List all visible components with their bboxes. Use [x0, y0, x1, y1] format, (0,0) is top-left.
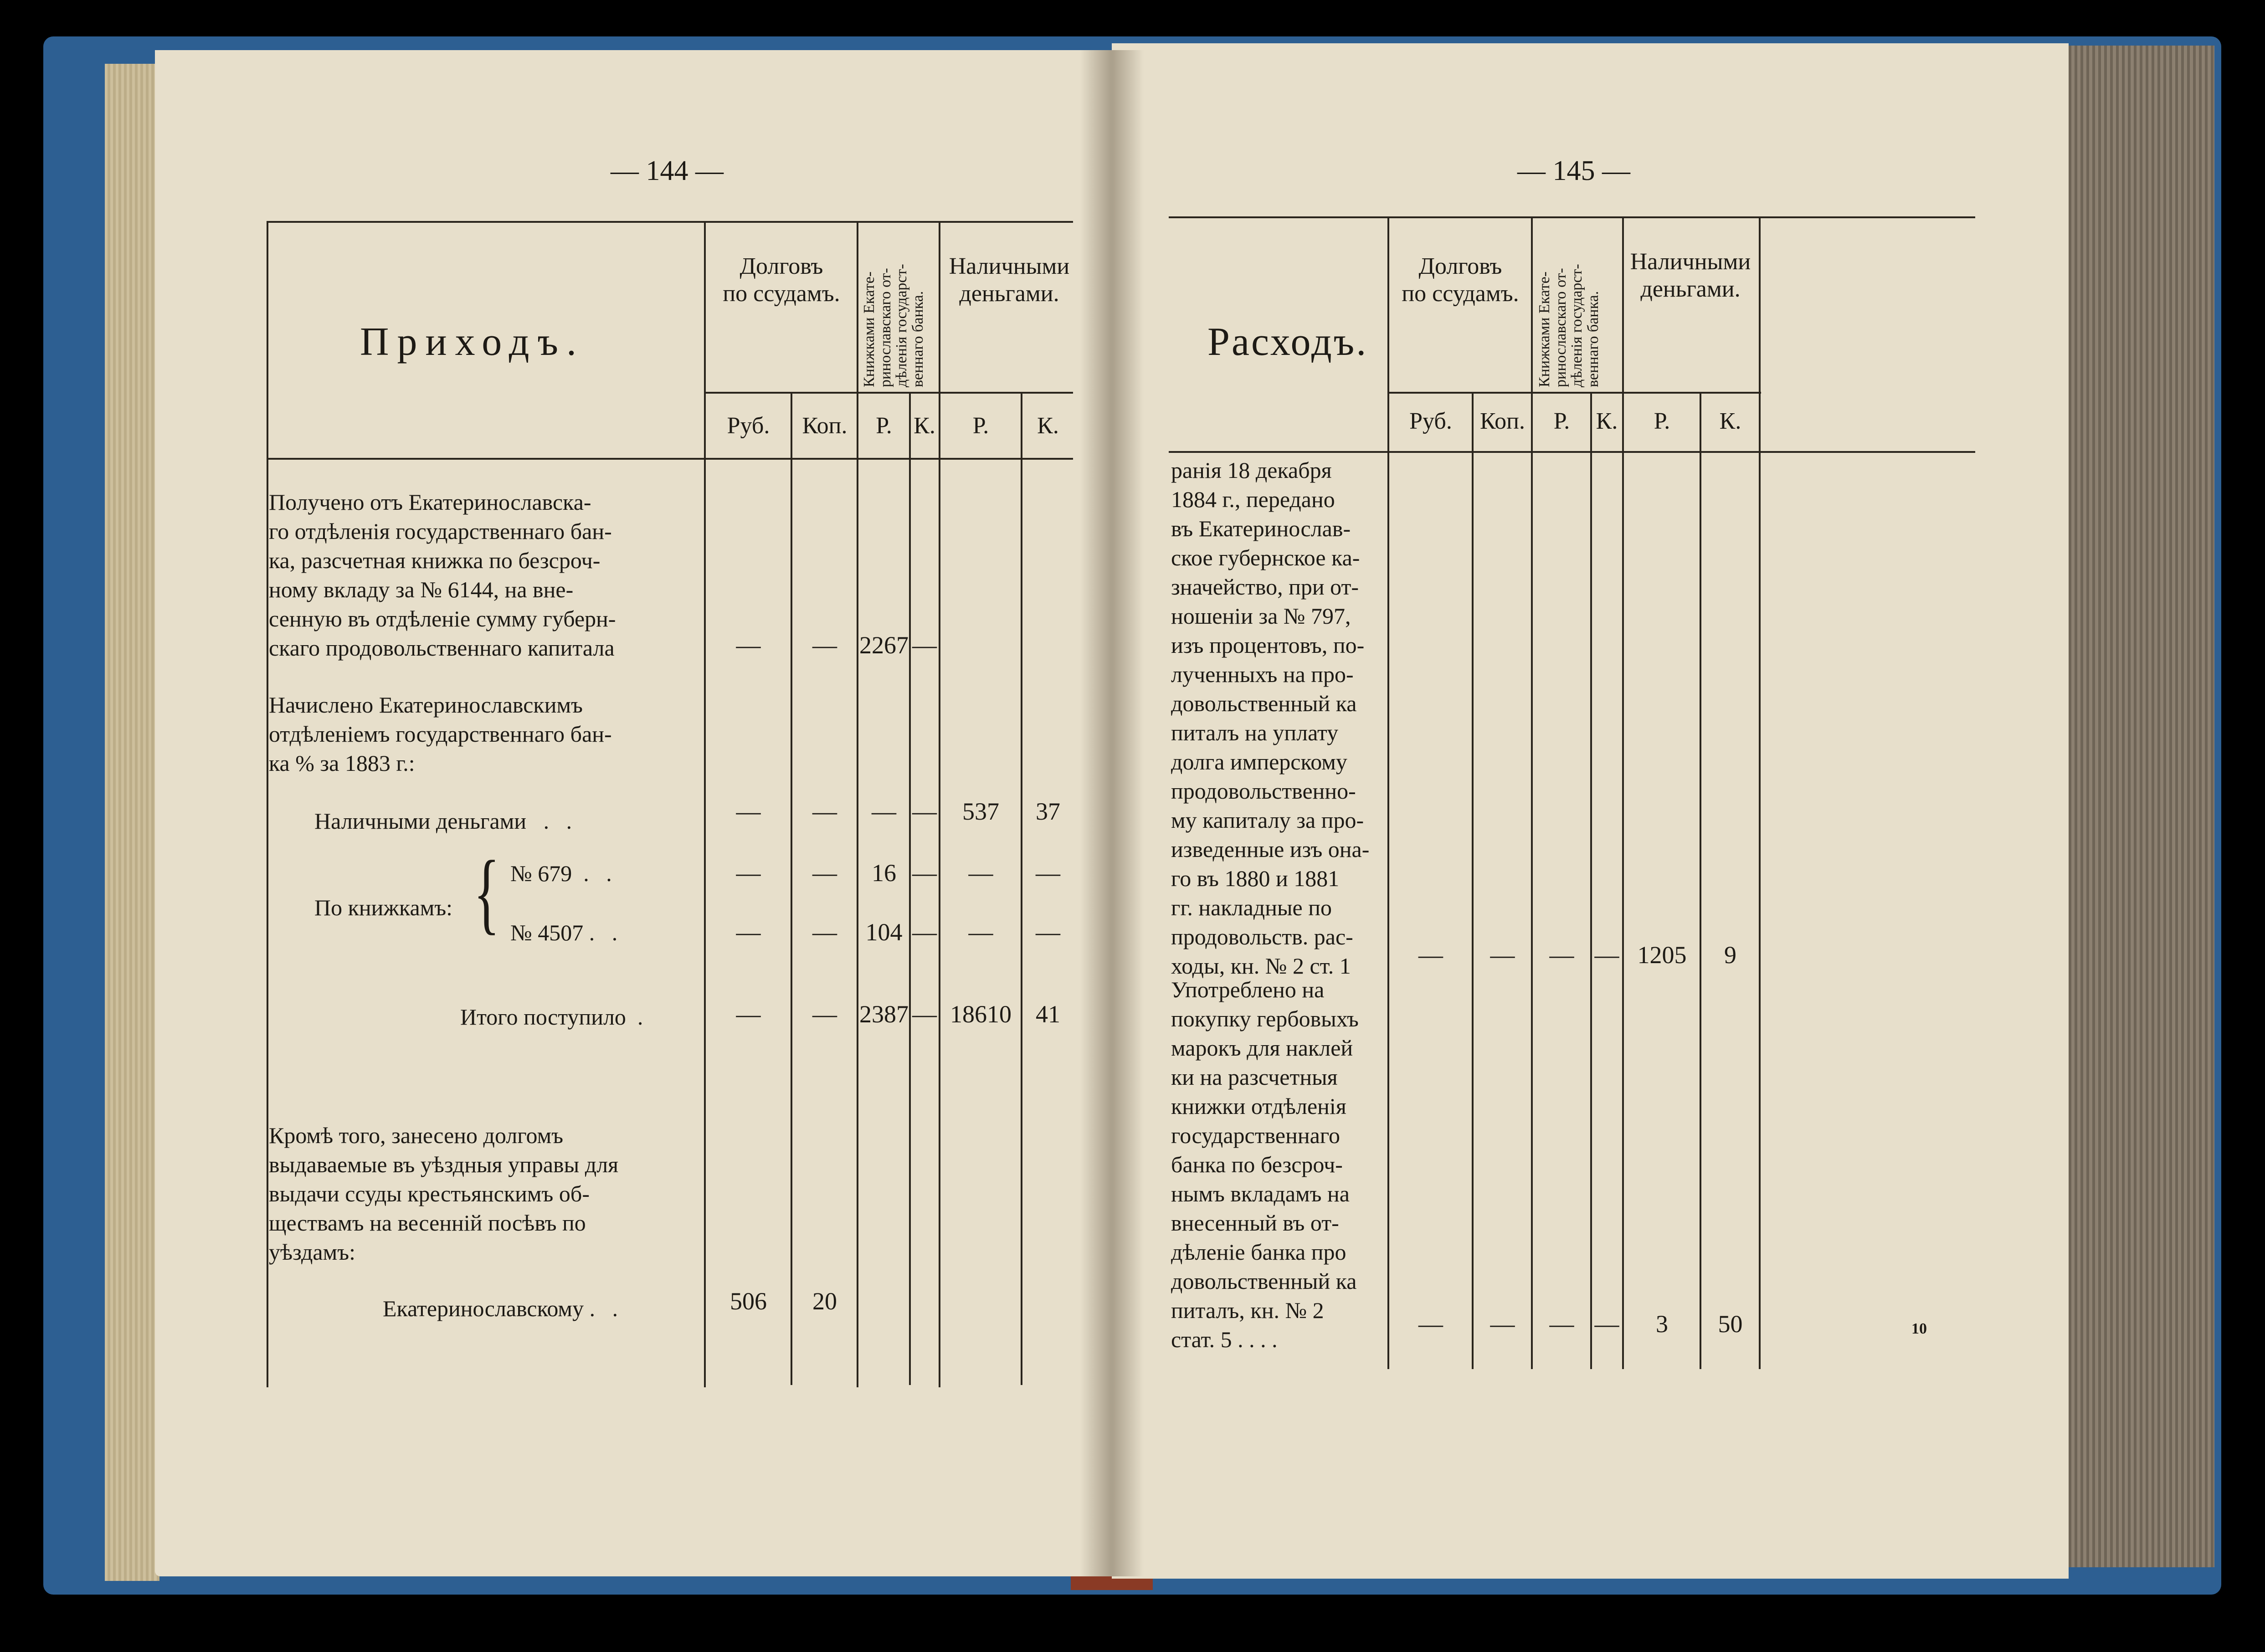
header-cash: Наличными деньгами. [1630, 249, 1751, 302]
exp1-r2: 1205 [1637, 941, 1687, 969]
cash-k1: — [912, 798, 937, 825]
expense-entry-2: Употреблено на покупку гербовыхъ марокъ для наклей ки на разсчетныя книжки отдѣленія государственнаго банка по безсроч- нымъ вкладамъ на внесенный въ от- дѣленіе банка про довольственный ка питалъ, кн. № 2 стат. 5 . . . . [1171, 977, 1359, 1352]
entry1-kop: — [812, 631, 837, 659]
total-r2: 18610 [950, 1000, 1012, 1028]
right-page-number: — 145 — [1517, 155, 1630, 186]
entry1-k1: — [912, 631, 937, 659]
total-label: Итого поступило . [460, 1004, 643, 1030]
total-r1: 2387 [859, 1000, 909, 1028]
exp1-r1: — [1549, 941, 1574, 969]
brace-symbol: { [473, 842, 500, 943]
page-edges-right [2060, 46, 2214, 1567]
header-k2: К. [1037, 413, 1059, 439]
expense-entry-1: ранія 18 декабря 1884 г., передано въ Екатеринослав- ское губернское ка- значейство, при от- ношеніи за № 797, изъ процентовъ, по- лученныхъ на про- довольственный ка питалъ на уплату долга имперскому продовольственно- му капиталу за про- изведенные изъ она- го въ 1880 и 1881 гг. накладные по продовольств. рас- ходы, кн. № 2 ст. 1 [1171, 457, 1370, 979]
entry1-rub: — [736, 631, 761, 659]
books-label: По книжкамъ: [314, 895, 453, 920]
cash-r1: — [872, 798, 896, 825]
book-679-label: № 679 . . [510, 861, 612, 886]
book1-rub: — [736, 859, 761, 887]
page-gutter [1080, 50, 1144, 1576]
exp1-rub: — [1418, 941, 1443, 969]
exp2-k1: — [1594, 1310, 1619, 1338]
book-4507-label: № 4507 . . [510, 920, 618, 945]
total-kop: — [812, 1000, 837, 1028]
exp1-kop: — [1490, 941, 1515, 969]
total-k2: 41 [1036, 1000, 1060, 1028]
left-page-number: — 144 — [611, 155, 724, 186]
book2-kop: — [812, 918, 837, 946]
book1-r2: — [968, 859, 993, 887]
exp2-r2: 3 [1656, 1310, 1668, 1338]
book2-r2: — [968, 918, 993, 946]
header-loans: Долговъ по ссудамъ. [1402, 253, 1519, 307]
book1-kop: — [812, 859, 837, 887]
header-kop: Коп. [1480, 408, 1525, 434]
header-loans: Долговъ по ссудамъ. [723, 253, 840, 307]
income-entry-3: Кромѣ того, занесено долгомъ выдаваемые въ уѣздныя управы для выдачи ссуды крестьянскимъ об- ществамъ на весенній посѣвъ по уѣздамъ: [269, 1123, 619, 1265]
book2-rub: — [736, 918, 761, 946]
book1-r1: 16 [872, 859, 896, 887]
exp2-r1: — [1549, 1310, 1574, 1338]
header-r1: Р. [876, 413, 892, 439]
header-r1: Р. [1553, 408, 1570, 434]
income-entry-2: Начислено Екатеринославскимъ отдѣленіемъ государственнаго бан- ка % за 1883 г.: [269, 692, 612, 776]
ekat-kop: 20 [812, 1288, 837, 1315]
header-rub: Руб. [1409, 408, 1452, 434]
cash-k2: 37 [1036, 798, 1060, 825]
exp2-kop: — [1490, 1310, 1515, 1338]
entry1-r1: 2267 [859, 631, 909, 659]
total-k1: — [912, 1000, 937, 1028]
ekaterinoslav-label: Екатеринославскому . . [383, 1296, 618, 1321]
book2-r1: 104 [865, 918, 903, 946]
book2-k1: — [912, 918, 937, 946]
book2-k2: — [1036, 918, 1060, 946]
income-entry-1: Получено отъ Екатеринославска- го отдѣленія государственнаго бан- ка, разсчетная книжка по безсроч- ному вкладу за № 6144, на вне- сенную въ отдѣленіе сумму губерн- скаго продовольственнаго капитала [269, 489, 616, 661]
cash-rub: — [736, 798, 761, 825]
cash-r2: 537 [962, 798, 999, 825]
exp1-k1: — [1594, 941, 1619, 969]
header-k1: К. [914, 413, 935, 439]
header-r2: Р. [972, 413, 989, 439]
header-cash: Наличными деньгами. [949, 253, 1070, 307]
expense-title: Расходъ. [1207, 320, 1368, 364]
header-books: Книжками Екате- ринославскаго от- дѣленія государст- веннаго банка. [861, 264, 927, 387]
signature-mark: 10 [1911, 1320, 1927, 1337]
exp2-rub: — [1418, 1310, 1443, 1338]
page-edges-left [105, 64, 159, 1581]
book1-k2: — [1036, 859, 1060, 887]
header-r2: Р. [1654, 408, 1670, 434]
exp1-k2: 9 [1724, 941, 1736, 969]
cash-label: Наличными деньгами . . [314, 808, 572, 834]
header-k1: К. [1596, 408, 1618, 434]
header-rub: Руб. [727, 413, 770, 439]
total-rub: — [736, 1000, 761, 1028]
header-k2: К. [1719, 408, 1741, 434]
ekat-rub: 506 [730, 1288, 767, 1315]
exp2-k2: 50 [1718, 1310, 1743, 1338]
cash-kop: — [812, 798, 837, 825]
header-kop: Коп. [802, 413, 847, 439]
header-books: Книжками Екате- ринославскаго от- дѣленія государст- веннаго банка. [1536, 264, 1602, 387]
income-title: Приходъ. [360, 320, 585, 364]
book1-k1: — [912, 859, 937, 887]
